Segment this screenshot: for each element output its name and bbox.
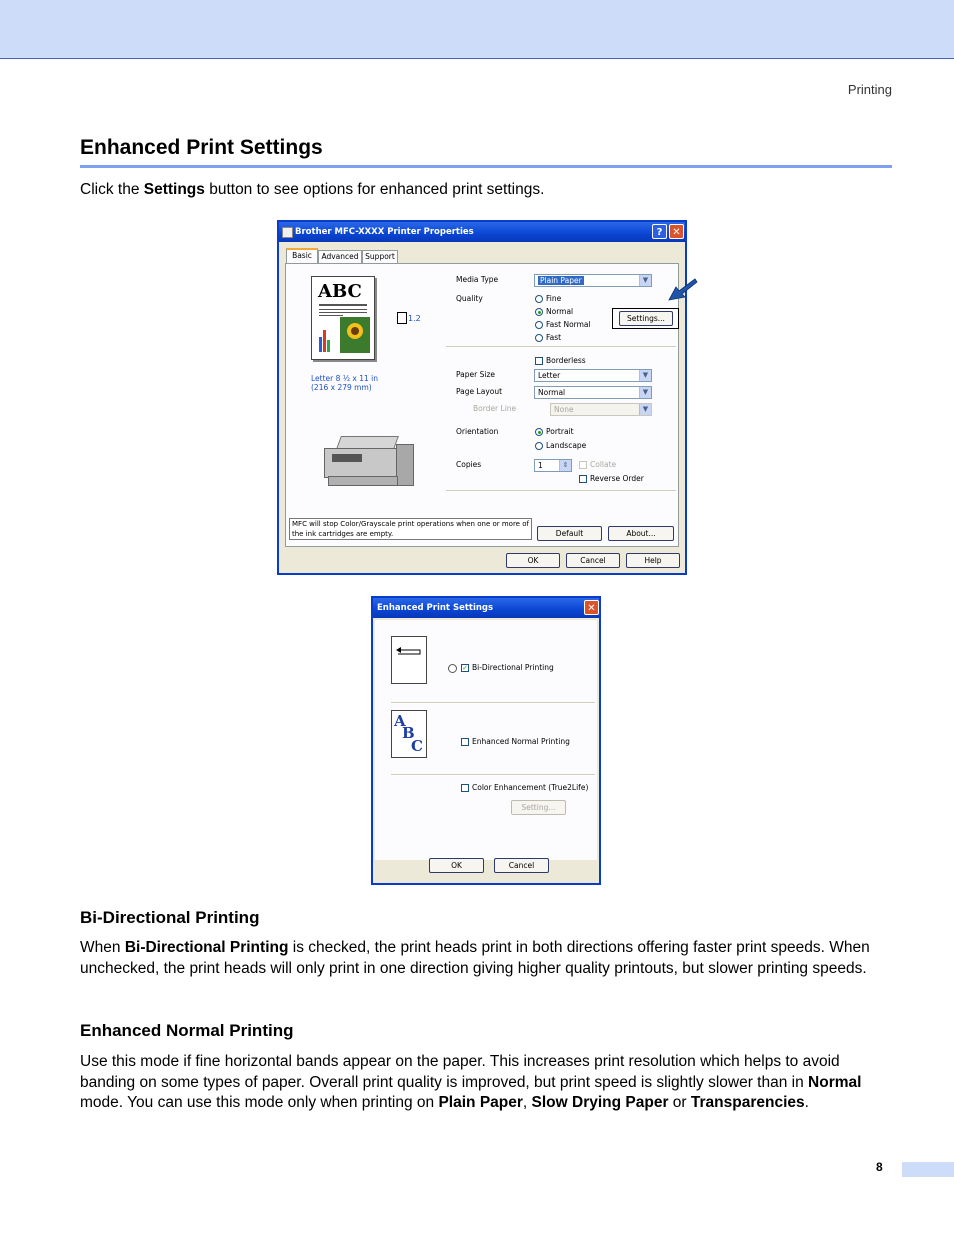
bidirectional-heading: Bi-Directional Printing [80, 908, 260, 927]
paper-caption-1: Letter 8 ½ x 11 in [311, 374, 379, 383]
close-icon[interactable]: ✕ [669, 224, 684, 239]
collate-checkbox [579, 461, 587, 469]
paper-size-label: Paper Size [456, 370, 496, 379]
orientation-label: Orientation [456, 427, 499, 436]
page-icon [397, 312, 407, 324]
bidirectional-checkbox[interactable]: ✓ [462, 664, 468, 672]
tab-basic[interactable]: Basic [286, 248, 318, 264]
copies-label: Copies [456, 460, 482, 469]
reverse-order-checkbox[interactable] [579, 475, 587, 483]
quality-radio-fast[interactable] [535, 334, 543, 342]
dialog-titlebar [279, 222, 685, 242]
borderless-label: Borderless [546, 356, 586, 365]
quality-radio-fine[interactable] [535, 295, 543, 303]
intro-paragraph: Click the Settings button to see options for enhanced print settings. [80, 181, 545, 198]
about-button[interactable]: About... [608, 526, 674, 541]
pointer-arrow-icon [666, 276, 700, 304]
quality-radio-fast-normal[interactable] [535, 321, 543, 329]
media-type-label: Media Type [456, 275, 499, 284]
orientation-radio-landscape[interactable] [535, 442, 543, 450]
bidirectional-label: Bi-Directional Printing [472, 663, 554, 672]
enhanced-normal-checkbox[interactable] [461, 738, 469, 746]
status-message: MFC will stop Color/Grayscale print operations when one or more of the ink cartridges are empty. [289, 518, 532, 540]
help-button[interactable]: Help [626, 553, 680, 568]
tab-advanced[interactable]: Advanced [318, 250, 362, 263]
preview-text: ABC [318, 281, 362, 302]
ok-button[interactable]: OK [429, 858, 484, 873]
quality-fast-label: Fast [546, 333, 562, 342]
printer-icon [282, 227, 293, 238]
bidirectional-arrow-icon [392, 637, 426, 683]
abc-preview: A B C [391, 710, 427, 758]
enhanced-print-settings-dialog [371, 596, 601, 885]
chevron-down-icon: ▼ [639, 387, 651, 398]
running-head: Printing [847, 82, 892, 97]
paper-caption-2: (216 x 279 mm) [311, 383, 372, 392]
bidirectional-preview [391, 636, 427, 684]
settings-panel [375, 620, 597, 860]
help-icon[interactable]: ? [652, 224, 667, 239]
enhanced-normal-paragraph: Use this mode if fine horizontal bands appear on the paper. This increases print resolution which helps to avoid banding on some types of paper. Overall print quality is improved, but print speed is slightly slower than in Normal mode. You can use this mode only when printing on Plain Paper, Slow Drying Paper or Transparencies. [80, 1053, 862, 1111]
border-line-select: None ▼ [550, 403, 652, 416]
landscape-label: Landscape [546, 441, 587, 450]
section-title: Enhanced Print Settings [80, 136, 323, 159]
page-number: 8 [876, 1160, 883, 1174]
collate-label: Collate [590, 460, 617, 469]
paper-preview [311, 276, 375, 360]
info-icon [448, 664, 457, 673]
portrait-label: Portrait [546, 427, 574, 436]
header-band [0, 0, 954, 59]
dialog-titlebar [373, 598, 599, 618]
default-button[interactable]: Default [537, 526, 602, 541]
quality-radio-normal[interactable] [535, 308, 543, 316]
enhanced-normal-label: Enhanced Normal Printing [472, 737, 570, 746]
color-enhancement-checkbox[interactable] [461, 784, 469, 792]
version-label: 1.2 [408, 314, 421, 323]
quality-label: Quality [456, 294, 483, 303]
setting-button: Setting... [511, 800, 566, 815]
quality-normal-label: Normal [546, 307, 574, 316]
close-icon[interactable]: ✕ [584, 600, 599, 615]
media-type-select[interactable]: Plain Paper ▼ [534, 274, 652, 287]
reverse-order-label: Reverse Order [590, 474, 644, 483]
tab-support[interactable]: Support [362, 250, 398, 263]
paper-size-select[interactable]: Letter ▼ [534, 369, 652, 382]
chevron-down-icon: ▼ [639, 275, 651, 286]
printer-illustration [324, 436, 412, 491]
orientation-radio-portrait[interactable] [535, 428, 543, 436]
borderless-checkbox[interactable] [535, 357, 543, 365]
page-layout-select[interactable]: Normal ▼ [534, 386, 652, 399]
settings-button[interactable]: Settings... [619, 311, 673, 326]
copies-spinner[interactable]: 1 ⇕ [534, 459, 572, 472]
quality-fast-normal-label: Fast Normal [546, 320, 591, 329]
dialog-title: Enhanced Print Settings [377, 603, 494, 613]
chevron-down-icon: ▼ [639, 404, 651, 415]
spinner-arrows-icon: ⇕ [559, 460, 571, 471]
cancel-button[interactable]: Cancel [494, 858, 549, 873]
sunflower-image [340, 317, 370, 353]
page-layout-label: Page Layout [456, 387, 503, 396]
dialog-title: Brother MFC-XXXX Printer Properties [295, 227, 474, 237]
quality-fine-label: Fine [546, 294, 562, 303]
cancel-button[interactable]: Cancel [566, 553, 620, 568]
footer-bar [902, 1162, 954, 1177]
border-line-label: Border Line [473, 404, 517, 413]
bidirectional-paragraph: When Bi-Directional Printing is checked, the print heads print in both directions offering faster print speeds. When unchecked, the print heads will only print in one direction giving higher quality printouts, but slower printing speeds. [80, 939, 870, 977]
color-enhancement-label: Color Enhancement (True2Life) [472, 783, 589, 792]
printer-properties-dialog [277, 220, 687, 575]
basic-tab-panel [285, 263, 679, 547]
title-rule [80, 165, 892, 168]
chevron-down-icon: ▼ [639, 370, 651, 381]
enhanced-normal-heading: Enhanced Normal Printing [80, 1021, 294, 1040]
ok-button[interactable]: OK [506, 553, 560, 568]
